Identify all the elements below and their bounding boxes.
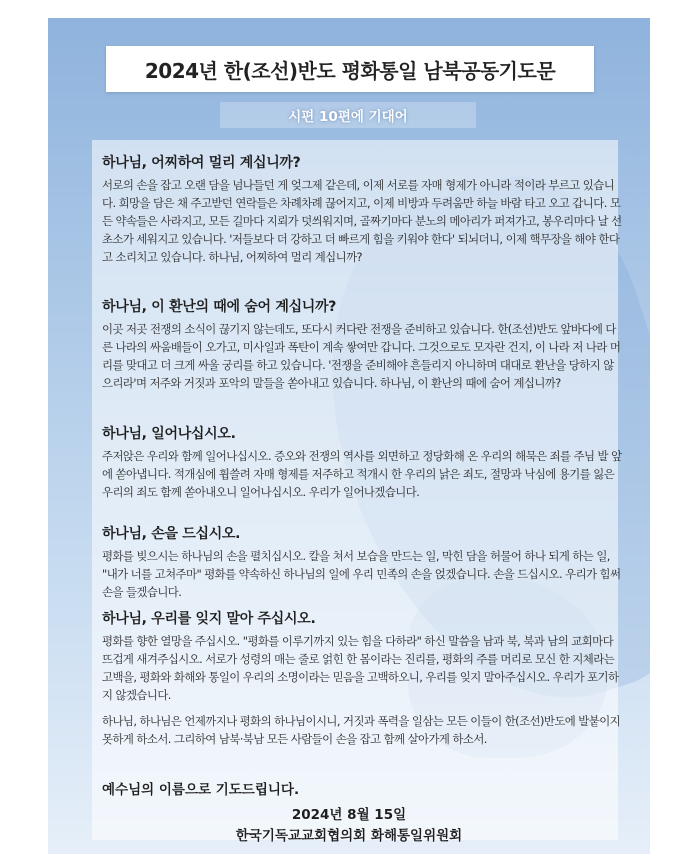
prayer-poster	[48, 18, 650, 854]
prayer-section-2	[102, 296, 622, 392]
organization-name: 한국기독교교회협의회 화해통일위원회	[235, 828, 463, 844]
section-heading: 하나님, 어찌하여 멀리 계십니까?	[102, 155, 301, 171]
final-paragraph: 하나님, 하나님은 언제까지나 평화의 하나님이시니, 거짓과 폭력을 일삼는 모든 이들이 한(조선)반도에 발붙이지 못하게 하소서. 그리하여 남북·북남 모든 사람들이 손을 잡고 함께 살아가게 하소서.	[102, 714, 621, 746]
prayer-section-5	[102, 608, 622, 704]
prayer-section-4	[102, 523, 622, 601]
prayer-section-1	[102, 152, 622, 266]
closing-line: 예수님의 이름으로 기도드립니다.	[102, 782, 300, 798]
section-body: 이곳 저곳 전쟁의 소식이 끊기지 않는데도, 또다시 커다란 전쟁을 준비하고 있습니다. 한(조선)반도 앞바다에 다른 나라의 싸움배들이 오가고, 미사일과 폭탄이 계속 쌓여만 갑니다. 그것으로도 모자란 건지, 이 나라 저 나라 머리를 맞대고 더 크게 싸울 궁리를 하고 있습니다. '전쟁을 준비해야 흔들리지 아니하며 대대로 환난을 당하지 않으리라'며 저주와 거짓과 포악의 말들을 쏟아내고 있습니다. 하나님, 이 환난의 때에 숨어 계십니까?	[102, 322, 621, 390]
section-body: 평화를 빚으시는 하나님의 손을 펼치십시오. 칼을 쳐서 보습을 만드는 일, 막힌 담을 허물어 하나 되게 하는 일, "내가 너를 고쳐주마" 평화를 약속하신 하나님의 일에 우리 민족의 손을 얹겠습니다. 손을 드십시오. 우리가 힘써 손을 들겠습니다.	[102, 549, 621, 599]
prayer-date: 2024년 8월 15일	[291, 807, 407, 823]
section-heading: 하나님, 손을 드십시오.	[102, 526, 241, 542]
prayer-section-3	[102, 423, 622, 501]
section-heading: 하나님, 이 환난의 때에 숨어 계십니까?	[102, 299, 337, 315]
section-body: 평화를 향한 열망을 주십시오. "평화를 이루기까지 있는 힘을 다하라" 하신 말씀을 남과 북, 북과 남의 교회마다 뜨겁게 새겨주십시오. 서로가 성령의 매는 줄로 얽힌 한 몸이라는 진리를, 평화의 주를 머리로 모신 한 지체라는 고백을, 평화와 화해와 통일이 우리의 소명이라는 믿음을 고백하오니, 우리를 잊지 말아주십시오. 우리가 포기하지 않겠습니다.	[102, 634, 619, 702]
subtitle: 시편 10편에 기대어	[288, 109, 408, 125]
final-paragraph-block	[102, 712, 622, 748]
section-heading: 하나님, 우리를 잊지 말아 주십시오.	[102, 611, 316, 627]
subtitle-bar	[220, 102, 476, 128]
section-body: 주저앉은 우리와 함께 일어나십시오. 증오와 전쟁의 역사를 외면하고 정당화해 온 우리의 해묵은 죄를 주님 발 앞에 쏟아냅니다. 적개심에 휩쓸려 자매 형제를 저주하고 적개시 한 우리의 낡은 죄도, 절망과 낙심에 용기를 잃은 우리의 죄도 함께 쏟아내오니 일어나십시오. 우리가 일어나겠습니다.	[102, 449, 622, 499]
section-heading: 하나님, 일어나십시오.	[102, 426, 236, 442]
page-title: 2024년 한(조선)반도 평화통일 남북공동기도문	[144, 58, 556, 83]
section-body: 서로의 손을 잡고 오랜 담을 넘나들던 게 엊그제 같은데, 이제 서로를 자매 형제가 아니라 적이라 부르고 있습니다. 희망을 담은 채 주고받던 연락들은 차례차례 끊어지고, 이제 비방과 두려움만 하늘 바람 타고 오고 갑니다. 모든 약속들은 사라지고, 모든 길마다 지뢰가 덧씌워지며, 골짜기마다 분노의 메아리가 퍼져가고, 봉우리마다 날 선 초소가 세워지고 있습니다. '저들보다 더 강하고 더 빠르게 힘을 키워야 한다' 되뇌더니, 이제 핵무장을 해야 한다고 소리치고 있습니다. 하나님, 어찌하여 멀리 계십니까?	[102, 178, 622, 264]
title-box	[106, 46, 594, 92]
